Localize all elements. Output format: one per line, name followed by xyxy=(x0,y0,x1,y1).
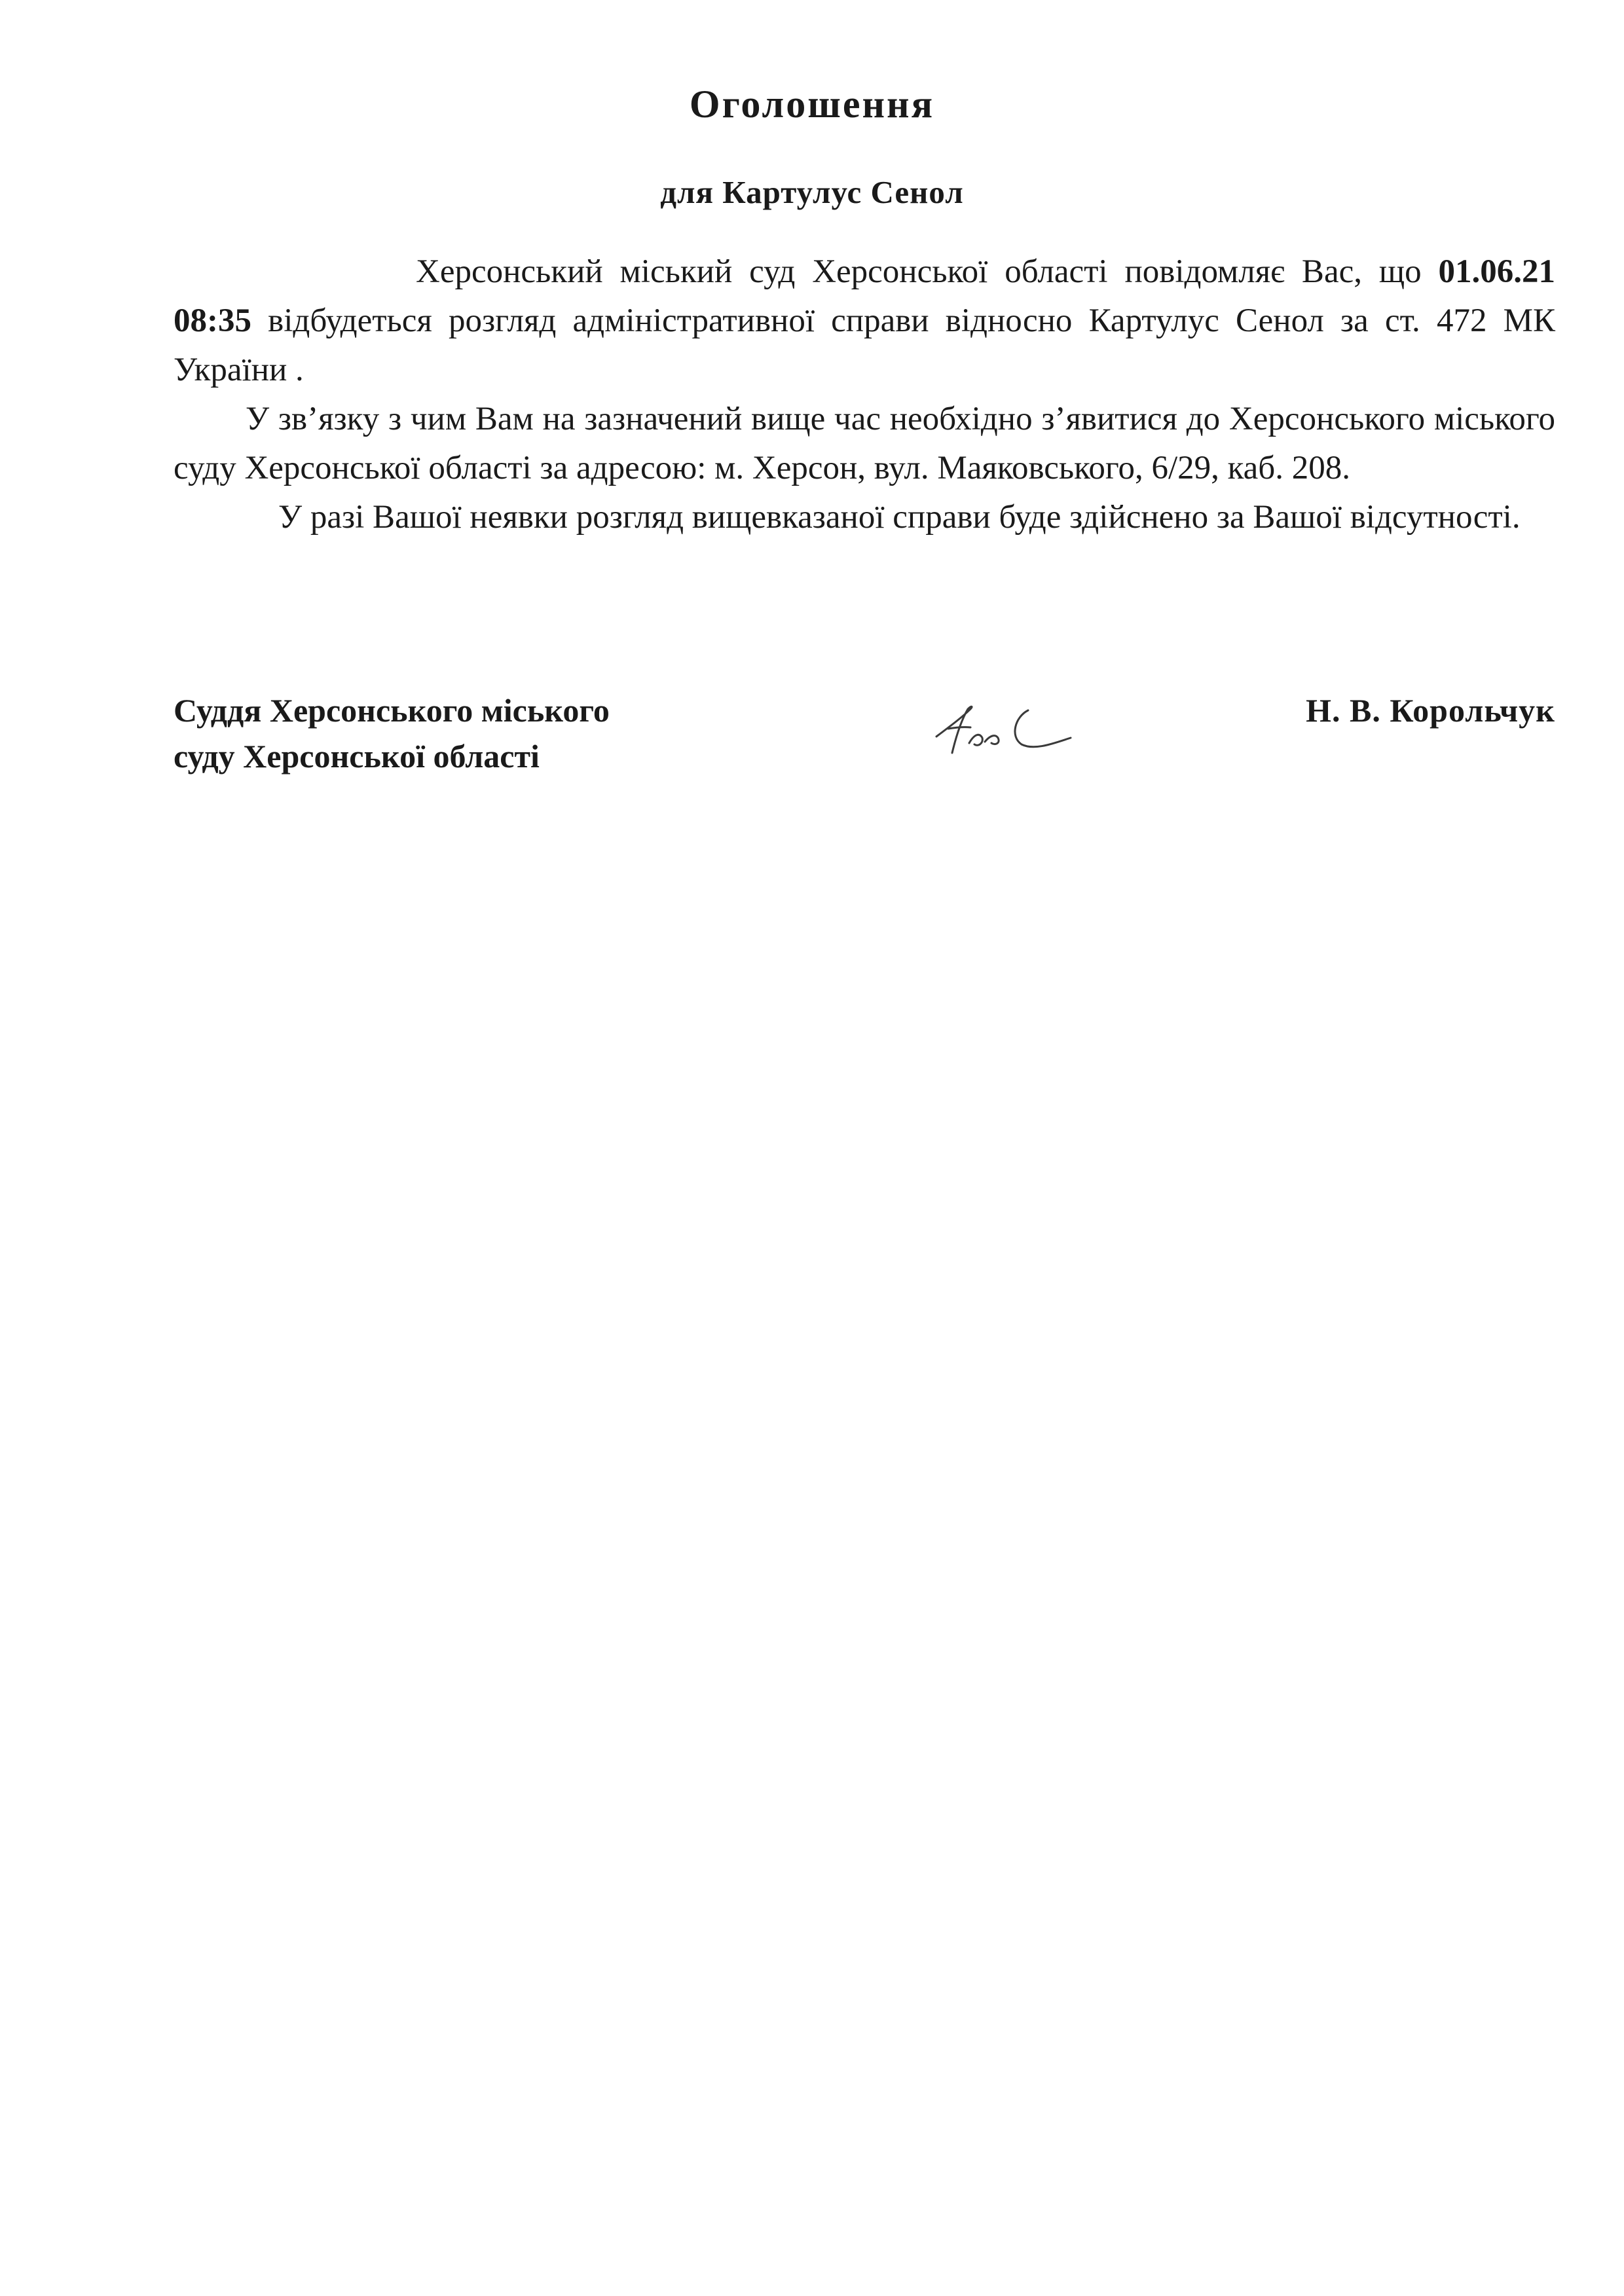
hearing-datetime: 01.06.21 08:35 xyxy=(174,253,1555,339)
document-body xyxy=(174,247,1555,542)
document-subtitle: для Картулус Сенол xyxy=(660,174,964,210)
paragraph-absence: У разі Вашої неявки розгляд вищевказаної справи буде здійснено за Вашої відсутності. xyxy=(278,499,1521,536)
signatory-name: Н. В. Корольчук xyxy=(1306,692,1555,729)
notice-intro: Херсонський міський суд Херсонської області повідомляє Вас, що xyxy=(416,253,1439,290)
notice-rest: відбудеться розгляд адміністративної справи відносно Картулус Сенол за ст. 472 МК України . xyxy=(174,302,1555,388)
signatory-position-line2: суду Херсонської області xyxy=(174,738,540,774)
document-title: Оголошення xyxy=(689,82,935,126)
handwritten-signature xyxy=(930,691,1074,763)
signatory-position xyxy=(174,687,610,779)
paragraph-address: У зв’язку з чим Вам на зазначений вище час необхідно з’явитися до Херсонського міського суду Херсонської області за адресою: м. Херсон, вул. Маяковського, 6/29, каб. 208. xyxy=(174,401,1555,486)
paragraph-notice xyxy=(174,247,1555,395)
signatory-position-line1: Суддя Херсонського міського xyxy=(174,692,610,729)
